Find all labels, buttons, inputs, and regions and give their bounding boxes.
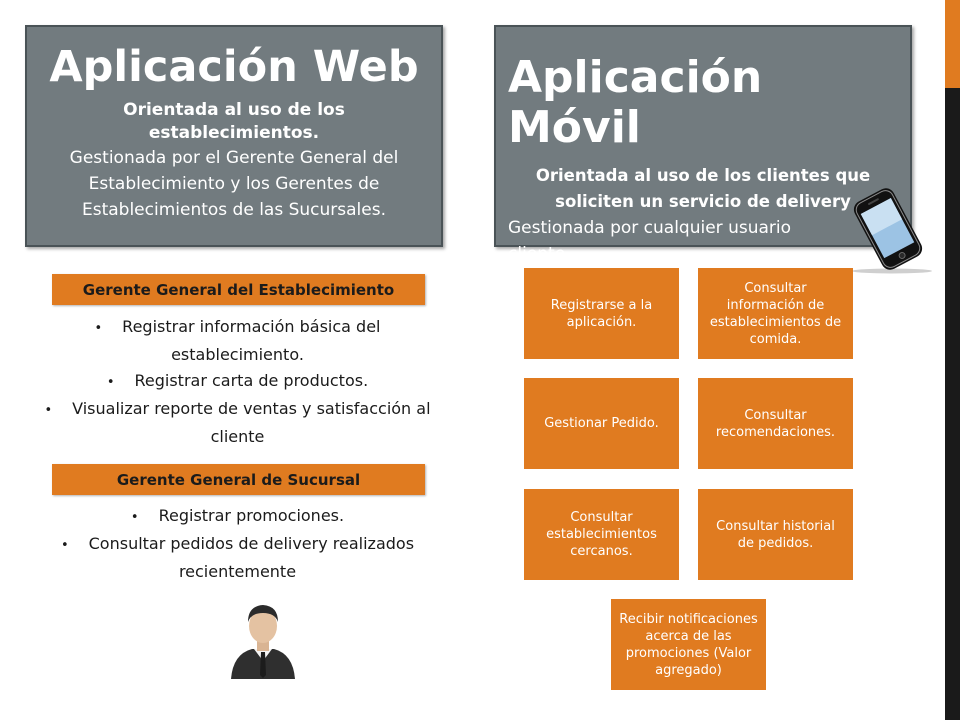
web-app-title: Aplicación Web <box>49 42 419 92</box>
list-item: • Visualizar reporte de ventas y satisfacción al cliente <box>40 396 435 450</box>
mobile-app-description: Gestionada por cualquier usuario cliente. <box>508 218 792 264</box>
slide-side-bar <box>945 0 960 720</box>
gerente-general-header: Gerente General del Establecimiento <box>52 274 425 305</box>
feature-tile-consultar-historial: Consultar historial de pedidos. <box>698 489 853 580</box>
feature-tile-registrarse: Registrarse a la aplicación. <box>524 268 679 359</box>
gerente-sucursal-list <box>40 503 435 585</box>
list-item: • Registrar información básica del establecimiento. <box>40 314 435 368</box>
web-app-panel <box>25 25 443 247</box>
feature-tile-recibir-notificaciones: Recibir notificaciones acerca de las promociones (Valor agregado) <box>611 599 766 690</box>
feature-tile-gestionar-pedido: Gestionar Pedido. <box>524 378 679 469</box>
feature-tile-consultar-recomendaciones: Consultar recomendaciones. <box>698 378 853 469</box>
feature-tile-consultar-informacion: Consultar información de establecimientos de comida. <box>698 268 853 359</box>
mobile-app-title: Aplicación Móvil <box>508 52 763 153</box>
web-app-subtitle: Orientada al uso de los establecimientos. <box>123 100 345 143</box>
list-item: • Registrar carta de productos. <box>40 368 435 396</box>
mobile-app-subtitle: Orientada al uso de los clientes que soliciten un servicio de delivery <box>535 166 871 211</box>
feature-tile-consultar-cercanos: Consultar establecimientos cercanos. <box>524 489 679 580</box>
web-app-description: Gestionada por el Gerente General del Establecimiento y los Gerentes de Establecimientos de las Sucursales. <box>69 148 399 220</box>
user-avatar-icon <box>228 600 298 680</box>
gerente-sucursal-header: Gerente General de Sucursal <box>52 464 425 495</box>
slide-side-bar-accent <box>945 0 960 88</box>
smartphone-icon <box>842 185 934 275</box>
gerente-general-list <box>40 314 435 450</box>
list-item: • Registrar promociones. <box>40 503 435 531</box>
list-item: • Consultar pedidos de delivery realizados recientemente <box>40 531 435 585</box>
